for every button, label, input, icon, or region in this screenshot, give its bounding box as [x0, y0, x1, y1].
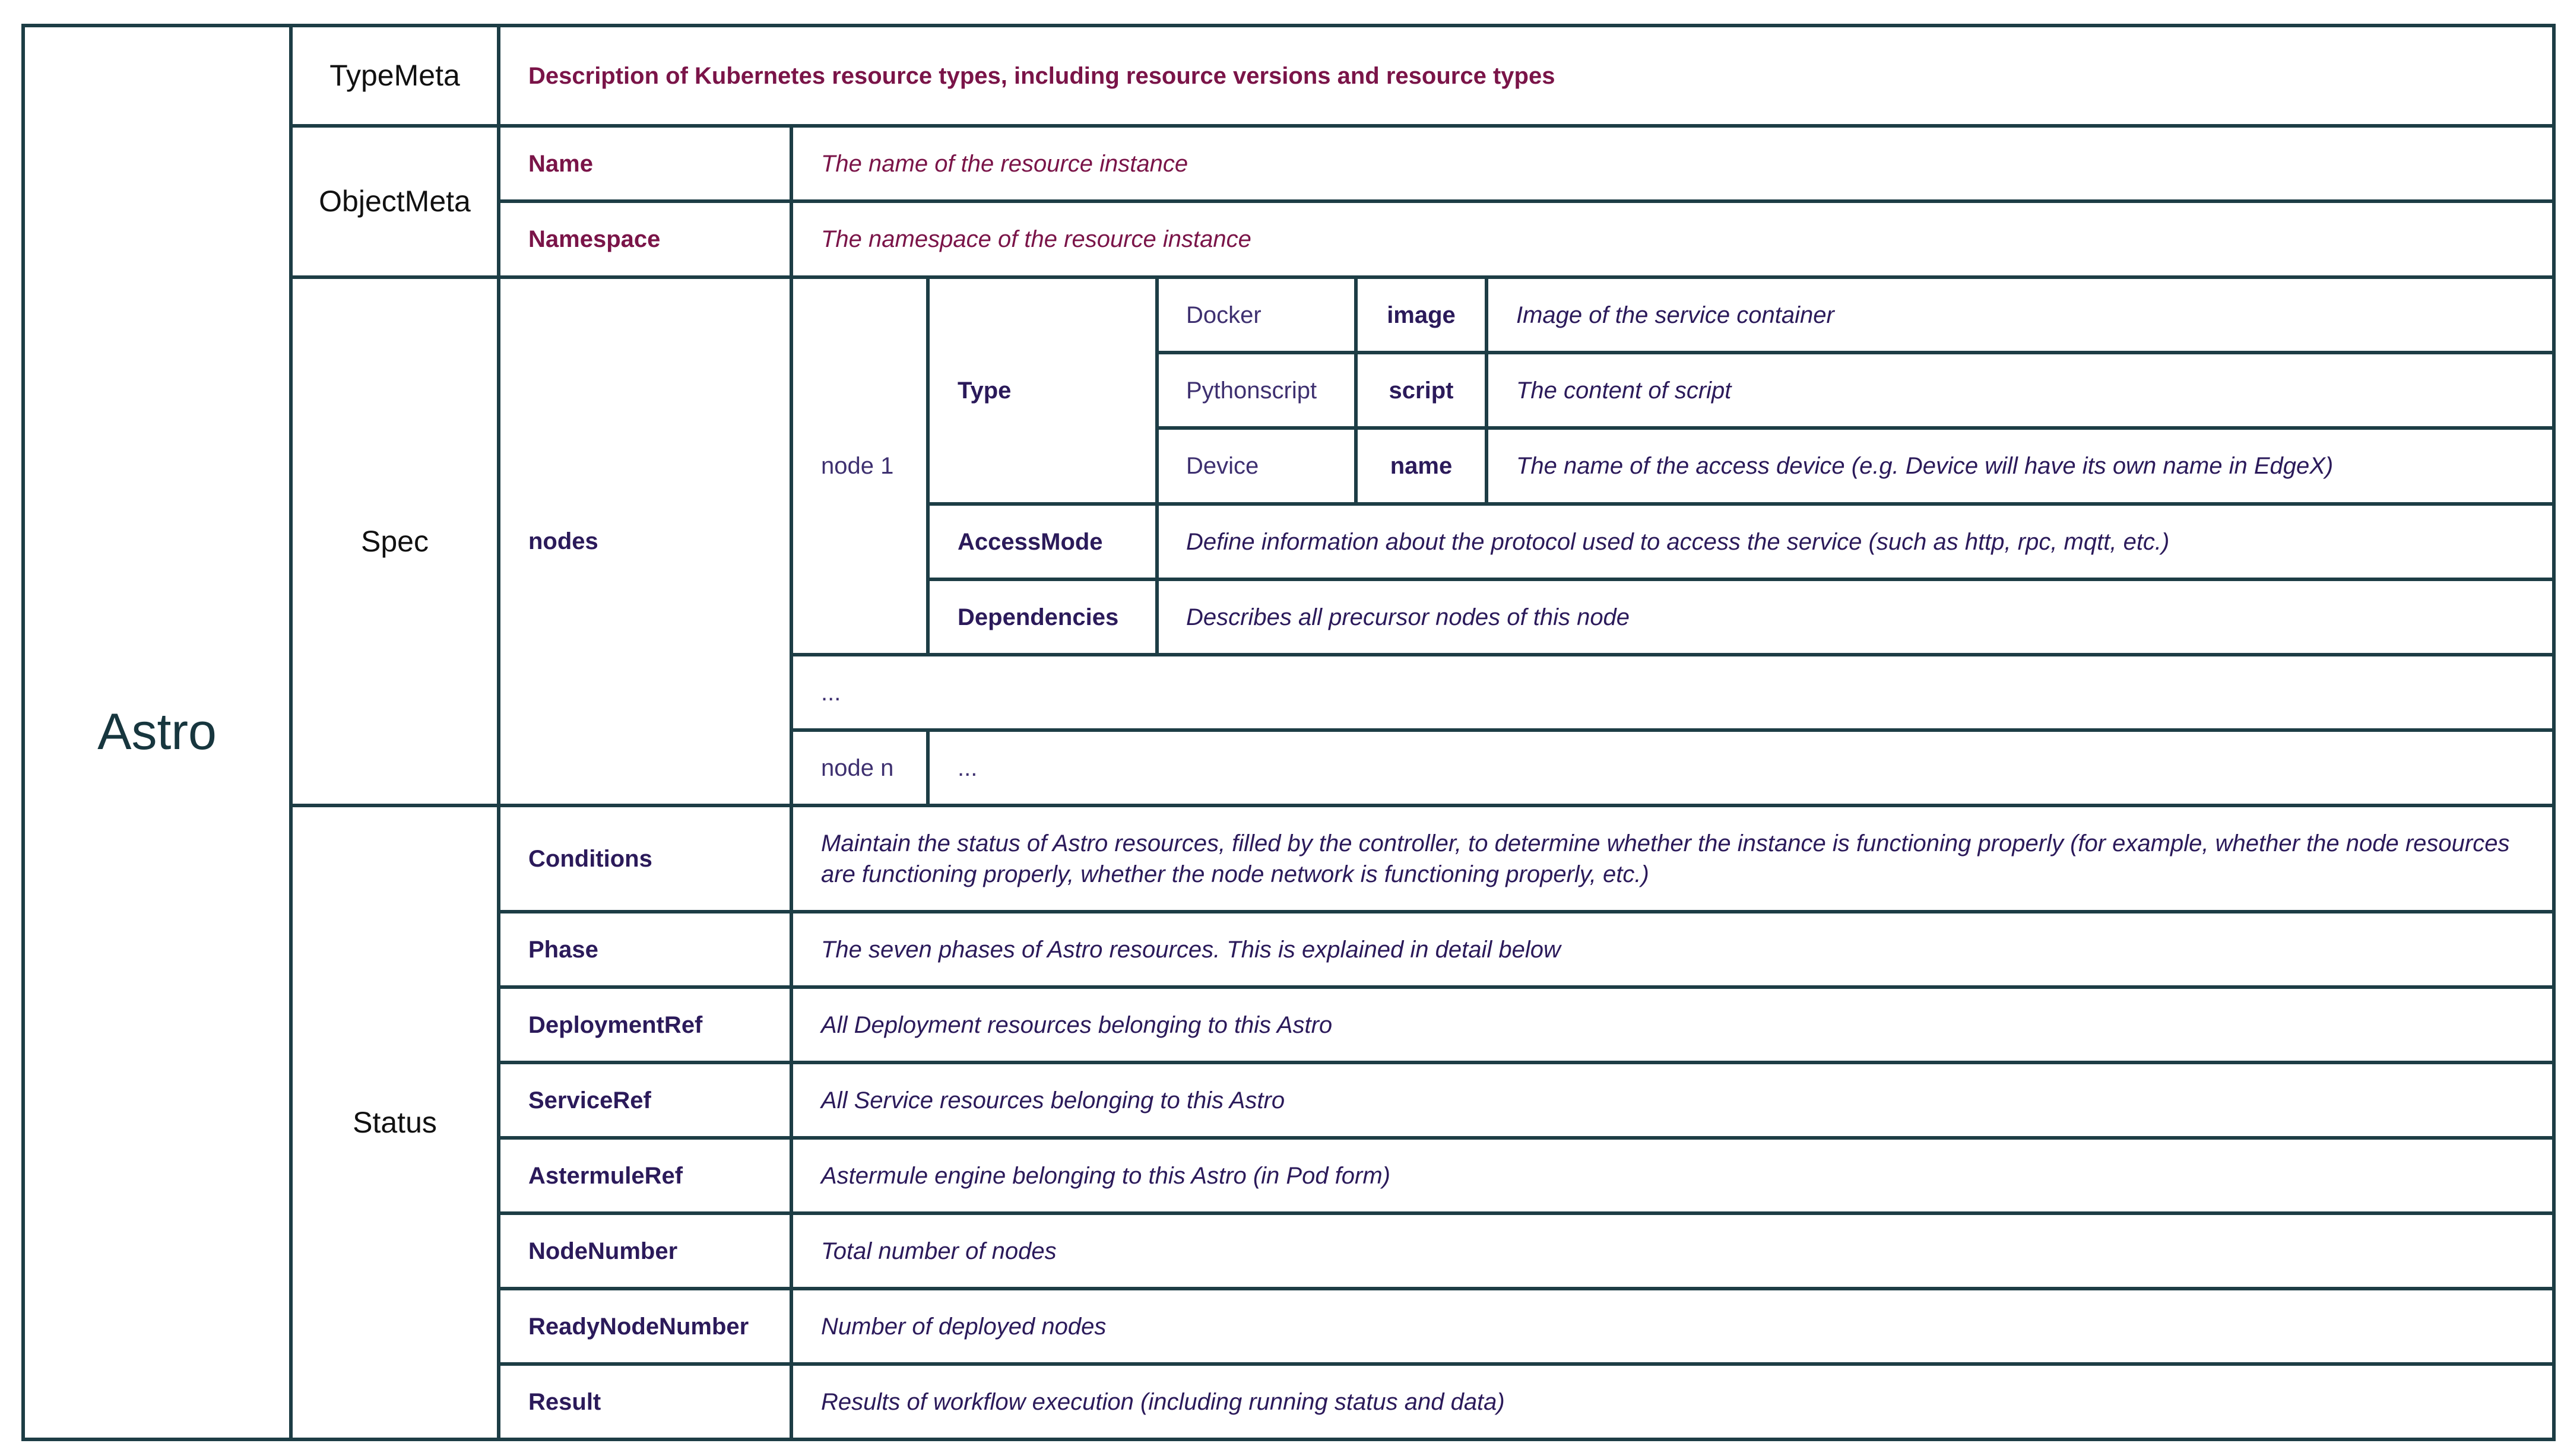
- node1-accessmode-desc: Define information about the protocol used to access the service (such as http, rpc, mqtt, etc.): [1186, 528, 2170, 555]
- spec-nodes-ellipsis: ...: [821, 679, 841, 706]
- noden-value: ...: [958, 754, 978, 781]
- type-desc-device: The name of the access device (e.g. Device will have its own name in EdgeX): [1516, 453, 2334, 479]
- grid-line: [1485, 277, 1488, 506]
- objectmeta-desc-namespace: The namespace of the resource instance: [821, 226, 1251, 252]
- type-kind-docker: Docker: [1186, 302, 1262, 328]
- noden-label: node n: [821, 754, 894, 781]
- status-key-phase: Phase: [528, 936, 598, 963]
- status-key-readynodenumber: ReadyNodeNumber: [528, 1313, 749, 1340]
- status-desc-conditions: Maintain the status of Astro resources, filled by the controller, to determine whether the instance is functioning properly (for example, whether the node resources are functioning properly, whether the node network is functioning properly, etc.): [821, 830, 2510, 887]
- node1-dependencies-key: Dependencies: [958, 604, 1119, 630]
- type-desc-docker: Image of the service container: [1516, 302, 1834, 328]
- spec-label: Spec: [361, 524, 429, 558]
- status-desc-readynodenumber: Number of deployed nodes: [821, 1313, 1107, 1340]
- objectmeta-key-name: Name: [528, 150, 593, 177]
- node1-type-label: Type: [958, 378, 1012, 404]
- status-desc-result: Results of workflow execution (including running status and data): [821, 1388, 1505, 1415]
- grid-line: [790, 126, 793, 1441]
- status-key-result: Result: [528, 1388, 601, 1415]
- grid-line: [1155, 277, 1159, 656]
- type-kind-pythonscript: Pythonscript: [1186, 377, 1317, 404]
- status-key-conditions: Conditions: [528, 845, 652, 872]
- status-desc-serviceref: All Service resources belonging to this Astro: [821, 1087, 1285, 1114]
- grid-line: [926, 277, 930, 656]
- status-desc-phase: The seven phases of Astro resources. This is explained in detail below: [821, 936, 1561, 963]
- node1-accessmode-key: AccessMode: [958, 528, 1103, 555]
- typemeta-description: Description of Kubernetes resource types, including resource versions and resource types: [528, 62, 1555, 89]
- objectmeta-key-namespace: Namespace: [528, 226, 661, 252]
- status-label: Status: [353, 1105, 437, 1139]
- status-desc-deploymentref: All Deployment resources belonging to this Astro: [821, 1011, 1333, 1038]
- grid-line: [2552, 24, 2556, 1441]
- root-label: Astro: [97, 703, 217, 761]
- node1-dependencies-desc: Describes all precursor nodes of this node: [1186, 604, 1630, 630]
- status-key-astermuleref: AstermuleRef: [528, 1162, 683, 1189]
- status-key-deploymentref: DeploymentRef: [528, 1011, 703, 1038]
- status-desc-nodenumber: Total number of nodes: [821, 1238, 1057, 1264]
- typemeta-label: TypeMeta: [329, 59, 460, 92]
- type-field-script: script: [1389, 377, 1454, 404]
- spec-nodes-label: nodes: [528, 528, 598, 554]
- grid-line: [497, 24, 500, 1441]
- type-field-image: image: [1387, 302, 1456, 328]
- grid-line: [926, 732, 930, 807]
- objectmeta-desc-name: The name of the resource instance: [821, 150, 1188, 177]
- type-field-name: name: [1390, 453, 1453, 479]
- grid-line: [21, 1438, 2556, 1441]
- status-key-serviceref: ServiceRef: [528, 1087, 651, 1114]
- type-desc-pythonscript: The content of script: [1516, 377, 1732, 404]
- node1-label: node 1: [821, 453, 894, 479]
- objectmeta-label: ObjectMeta: [319, 185, 471, 218]
- type-kind-device: Device: [1186, 453, 1259, 479]
- status-desc-astermuleref: Astermule engine belonging to this Astro (in Pod form): [821, 1162, 1391, 1189]
- status-key-nodenumber: NodeNumber: [528, 1238, 678, 1264]
